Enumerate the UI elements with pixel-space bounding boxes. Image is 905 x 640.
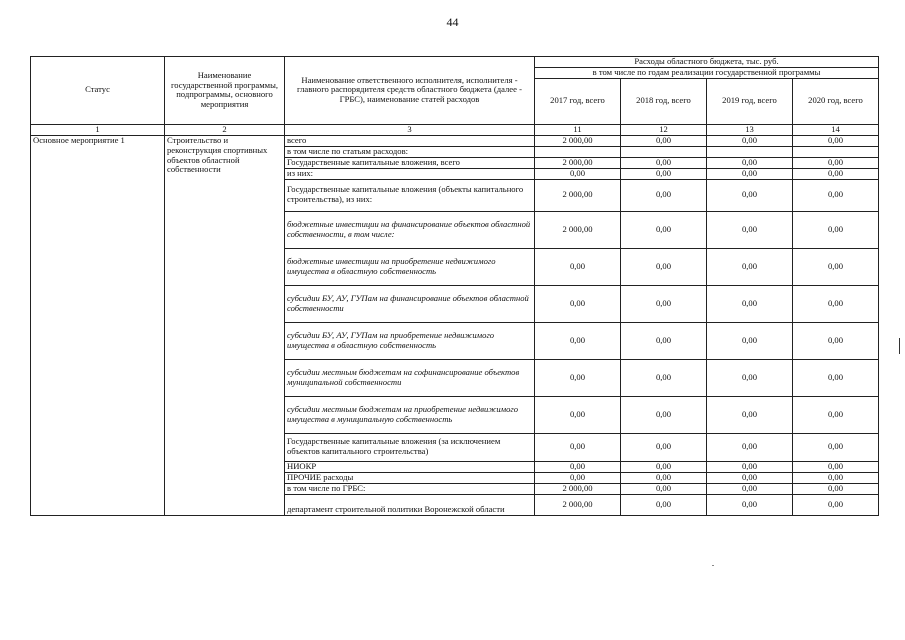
row-value: 0,00 [535, 433, 621, 461]
row-label: департамент строительной политики Воронежской области [285, 494, 535, 515]
row-value: 0,00 [707, 396, 793, 433]
col-number: 3 [285, 124, 535, 135]
col-number: 13 [707, 124, 793, 135]
program-name-cell: Строительство и реконструкция спортивных объектов областной собственности [165, 135, 285, 515]
row-value: 0,00 [707, 461, 793, 472]
row-value: 0,00 [535, 322, 621, 359]
row-value: 0,00 [535, 168, 621, 179]
row-value: 2 000,00 [535, 179, 621, 211]
row-value: 0,00 [535, 472, 621, 483]
row-value: 0,00 [707, 433, 793, 461]
row-value: 0,00 [707, 248, 793, 285]
row-label: субсидии местным бюджетам на софинансирование объектов муниципальной собственности [285, 359, 535, 396]
row-value: 0,00 [621, 396, 707, 433]
col-number: 1 [31, 124, 165, 135]
row-label: субсидии БУ, АУ, ГУПам на приобретение недвижимого имущества в областную собственность [285, 322, 535, 359]
row-value: 2 000,00 [535, 211, 621, 248]
row-value [621, 146, 707, 157]
row-value: 0,00 [621, 433, 707, 461]
row-value: 0,00 [707, 472, 793, 483]
row-value: 0,00 [793, 135, 879, 146]
row-value: 0,00 [621, 157, 707, 168]
expenses-table [30, 56, 879, 516]
row-label: Государственные капитальные вложения (за исключением объектов капитального строительства) [285, 433, 535, 461]
scan-speck [712, 565, 714, 566]
row-label: Государственные капитальные вложения (объекты капитального строительства), из них: [285, 179, 535, 211]
row-value: 0,00 [621, 359, 707, 396]
row-value: 0,00 [535, 461, 621, 472]
row-value: 0,00 [707, 168, 793, 179]
header-by-years: в том числе по годам реализации государственной программы [535, 67, 879, 78]
row-value: 0,00 [793, 168, 879, 179]
row-value: 0,00 [793, 285, 879, 322]
row-value: 0,00 [621, 494, 707, 515]
row-value: 2 000,00 [535, 483, 621, 494]
row-value: 0,00 [793, 359, 879, 396]
row-value: 0,00 [707, 179, 793, 211]
page-number: 44 [446, 15, 459, 29]
table-row [31, 135, 879, 146]
row-value: 0,00 [621, 483, 707, 494]
row-value [793, 146, 879, 157]
row-value: 0,00 [707, 211, 793, 248]
row-value: 0,00 [621, 168, 707, 179]
row-value: 0,00 [793, 472, 879, 483]
row-value: 0,00 [535, 359, 621, 396]
row-value: 0,00 [535, 248, 621, 285]
row-label: в том числе по ГРБС: [285, 483, 535, 494]
header-status: Статус [31, 57, 165, 125]
row-label: бюджетные инвестиции на финансирование объектов областной собственности, в том числе: [285, 211, 535, 248]
col-number: 12 [621, 124, 707, 135]
row-label: субсидии местным бюджетам на приобретение недвижимого имущества в муниципальную собственность [285, 396, 535, 433]
row-value: 2 000,00 [535, 135, 621, 146]
col-number: 11 [535, 124, 621, 135]
scan-mark [899, 338, 900, 354]
row-label: всего [285, 135, 535, 146]
row-value: 0,00 [621, 211, 707, 248]
col-number: 2 [165, 124, 285, 135]
row-label: НИОКР [285, 461, 535, 472]
row-value: 0,00 [707, 285, 793, 322]
row-value: 0,00 [707, 322, 793, 359]
header-year-2017: 2017 год, всего [535, 78, 621, 124]
row-value: 0,00 [793, 494, 879, 515]
row-value: 0,00 [621, 472, 707, 483]
row-value: 0,00 [793, 483, 879, 494]
row-label: ПРОЧИЕ расходы [285, 472, 535, 483]
status-cell: Основное мероприятие 1 [31, 135, 165, 515]
row-label: Государственные капитальные вложения, всего [285, 157, 535, 168]
header-year-2019: 2019 год, всего [707, 78, 793, 124]
header-year-2020: 2020 год, всего [793, 78, 879, 124]
row-value: 0,00 [535, 396, 621, 433]
row-value: 0,00 [707, 494, 793, 515]
row-label: бюджетные инвестиции на приобретение недвижимого имущества в областную собственность [285, 248, 535, 285]
row-label: из них: [285, 168, 535, 179]
row-value: 0,00 [793, 157, 879, 168]
row-value: 0,00 [621, 322, 707, 359]
row-value: 0,00 [621, 461, 707, 472]
row-value [707, 146, 793, 157]
row-value: 0,00 [793, 322, 879, 359]
row-value: 0,00 [793, 433, 879, 461]
row-value: 0,00 [707, 157, 793, 168]
row-value: 0,00 [621, 248, 707, 285]
header-expenses: Расходы областного бюджета, тыс. руб. [535, 57, 879, 68]
row-value: 0,00 [793, 248, 879, 285]
row-value: 0,00 [621, 135, 707, 146]
row-label: в том числе по статьям расходов: [285, 146, 535, 157]
row-value: 0,00 [793, 396, 879, 433]
row-value: 0,00 [793, 211, 879, 248]
row-value: 0,00 [535, 285, 621, 322]
header-program-name: Наименование государственной программы, подпрограммы, основного мероприятия [165, 57, 285, 125]
row-value: 0,00 [793, 179, 879, 211]
header-executor: Наименование ответственного исполнителя, исполнителя - главного распорядителя средств областного бюджета (далее - ГРБС), наименование статей расходов [285, 57, 535, 125]
header-year-2018: 2018 год, всего [621, 78, 707, 124]
row-value: 0,00 [707, 135, 793, 146]
row-value: 0,00 [793, 461, 879, 472]
row-value: 0,00 [621, 179, 707, 211]
row-value: 0,00 [707, 483, 793, 494]
row-label: субсидии БУ, АУ, ГУПам на финансирование объектов областной собственности [285, 285, 535, 322]
row-value: 2 000,00 [535, 157, 621, 168]
col-number: 14 [793, 124, 879, 135]
row-value [535, 146, 621, 157]
row-value: 0,00 [707, 359, 793, 396]
row-value: 0,00 [621, 285, 707, 322]
row-value: 2 000,00 [535, 494, 621, 515]
